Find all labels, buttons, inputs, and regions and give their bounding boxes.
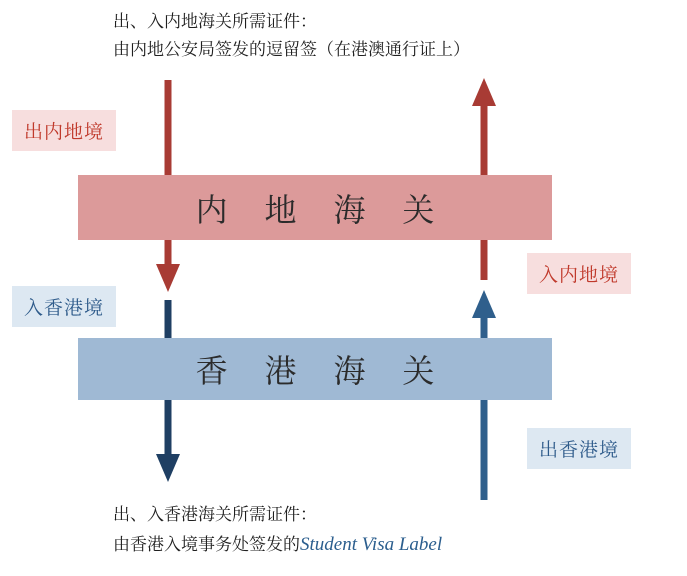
bottom-annotation <box>113 500 442 560</box>
bottom-annotation-line-2-prefix: 由香港入境事务处签发的 <box>113 535 300 554</box>
top-annotation-line-2-paren: （在港澳通行证上） <box>317 40 470 59</box>
tag-exit-mainland: 出内地境 <box>12 110 116 151</box>
bottom-annotation-visa-label: Student Visa Label <box>300 534 443 555</box>
tag-enter-hk: 入香港境 <box>12 286 116 327</box>
bottom-annotation-line-1: 出、入香港海关所需证件： <box>113 505 317 524</box>
top-annotation-line-1: 出、入内地海关所需证件： <box>113 12 317 31</box>
hk-customs-bar: 香 港 海 关 <box>78 338 552 400</box>
tag-enter-mainland: 入内地境 <box>527 253 631 294</box>
tag-exit-hk: 出香港境 <box>527 428 631 469</box>
mainland-customs-bar: 内 地 海 关 <box>78 175 552 240</box>
top-annotation-line-2-prefix: 由内地公安局签发的逗留签 <box>113 40 317 59</box>
bottom-annotation-line-2 <box>113 530 442 560</box>
